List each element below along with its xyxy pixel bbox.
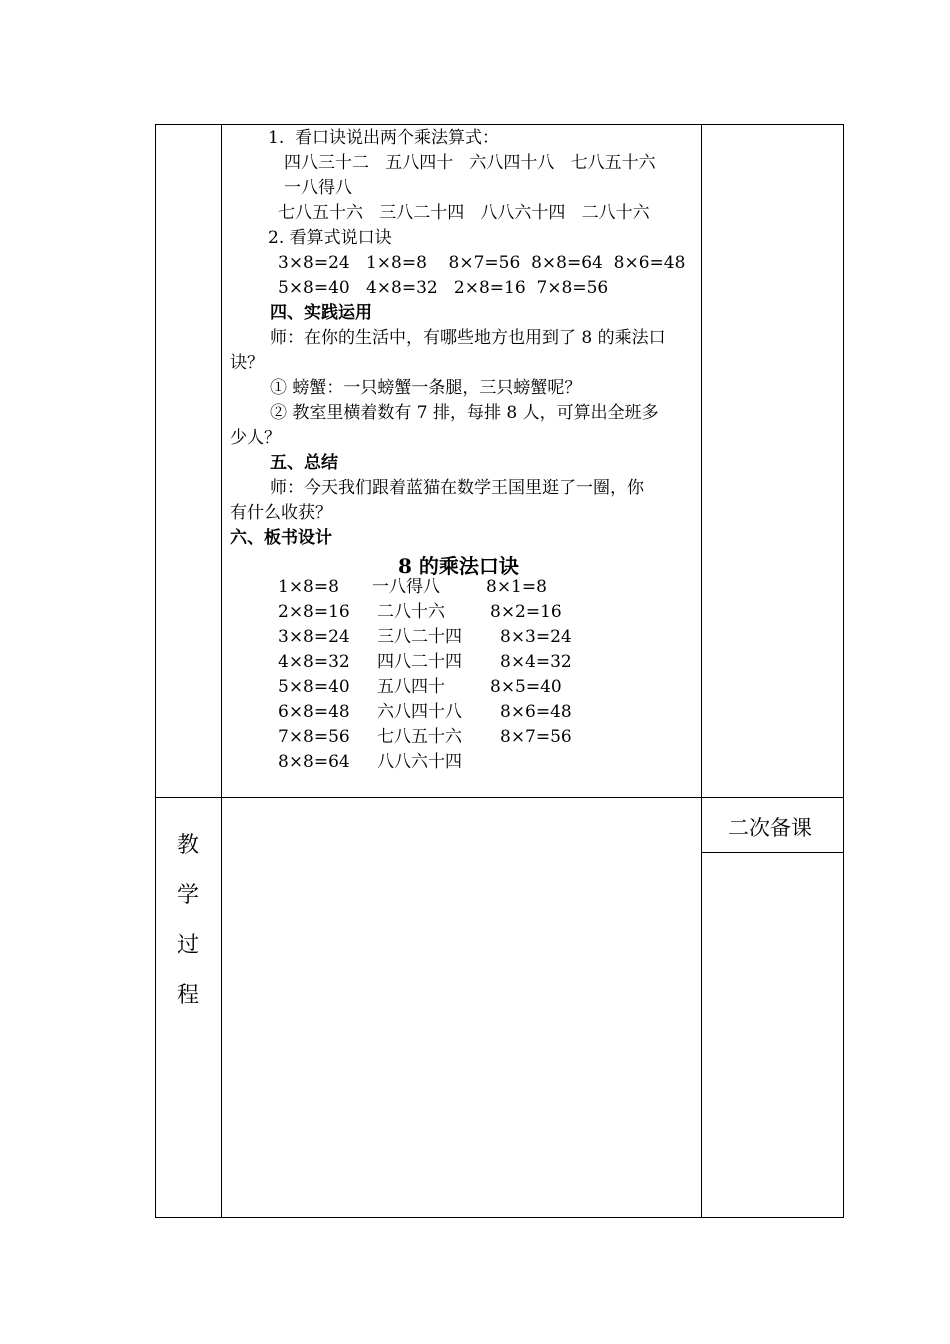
- board-rhyme: 一八得八: [372, 577, 440, 597]
- board-rhyme: 三八二十四: [377, 627, 462, 647]
- board-title: 8 的乘法口诀: [398, 554, 519, 578]
- side-label-char: 程: [177, 983, 200, 1008]
- exercise-2-line: 5×8=40 4×8=32 2×8=16 7×8=56: [278, 278, 609, 298]
- side-label-char: 过: [177, 933, 200, 958]
- exercise-1-line: 四八三十二 五八四十 六八四十八 七八五十六: [284, 153, 656, 173]
- exercise-2-heading: 2. 看算式说口诀: [268, 228, 392, 248]
- board-equation: 8×1=8: [486, 577, 547, 597]
- board-equation: 8×8=64: [278, 752, 350, 772]
- practice-text: 诀？: [230, 353, 264, 373]
- side-label-char: 教: [177, 833, 200, 858]
- table-right-border: [843, 124, 844, 1218]
- board-equation: 8×4=32: [500, 652, 572, 672]
- board-equation: 4×8=32: [278, 652, 350, 672]
- board-equation: 8×3=24: [500, 627, 572, 647]
- table-left-border: [155, 124, 156, 1218]
- board-rhyme: 五八四十: [377, 677, 445, 697]
- label-column-divider: [221, 124, 222, 1218]
- exercise-2-line: 3×8=24 1×8=8 8×7=56 8×8=64 8×6=48: [278, 253, 686, 273]
- prep-header-divider: [701, 852, 844, 853]
- board-equation: 1×8=8: [278, 577, 339, 597]
- section-heading-practice: 四、实践运用: [270, 303, 372, 323]
- board-equation: 8×6=48: [500, 702, 572, 722]
- prep-header: 二次备课: [728, 816, 812, 840]
- summary-text: 师：今天我们跟着蓝猫在数学王国里逛了一圈，你: [270, 478, 644, 498]
- content-column-divider: [701, 124, 702, 1218]
- board-equation: 5×8=40: [278, 677, 350, 697]
- exercise-1-line: 一八得八: [284, 178, 352, 198]
- practice-item: ① 螃蟹：一只螃蟹一条腿，三只螃蟹呢？: [270, 378, 582, 398]
- board-rhyme: 二八十六: [377, 602, 445, 622]
- board-rhyme: 四八二十四: [377, 652, 462, 672]
- exercise-1-line: 七八五十六 三八二十四 八八六十四 二八十六: [278, 203, 650, 223]
- practice-text: 师：在你的生活中，有哪些地方也用到了 8 的乘法口: [270, 328, 666, 348]
- side-label-char: 学: [177, 883, 200, 908]
- table-bottom-border: [155, 1217, 844, 1218]
- board-equation: 8×2=16: [490, 602, 562, 622]
- board-rhyme: 六八四十八: [377, 702, 462, 722]
- board-rhyme: 八八六十四: [377, 752, 462, 772]
- board-equation: 6×8=48: [278, 702, 350, 722]
- board-equation: 8×5=40: [490, 677, 562, 697]
- board-equation: 3×8=24: [278, 627, 350, 647]
- exercise-1-heading: 1. 看口诀说出两个乘法算式：: [268, 128, 500, 148]
- board-rhyme: 七八五十六: [377, 727, 462, 747]
- practice-item: 少人？: [230, 428, 281, 448]
- summary-text: 有什么收获？: [230, 503, 332, 523]
- board-equation: 2×8=16: [278, 602, 350, 622]
- board-equation: 8×7=56: [500, 727, 572, 747]
- table-row-divider: [155, 797, 844, 798]
- section-heading-summary: 五、总结: [270, 453, 338, 473]
- practice-item: ② 教室里横着数有 7 排，每排 8 人，可算出全班多: [270, 403, 659, 423]
- section-heading-board-design: 六、板书设计: [230, 528, 332, 548]
- board-equation: 7×8=56: [278, 727, 350, 747]
- table-top-border: [155, 124, 844, 125]
